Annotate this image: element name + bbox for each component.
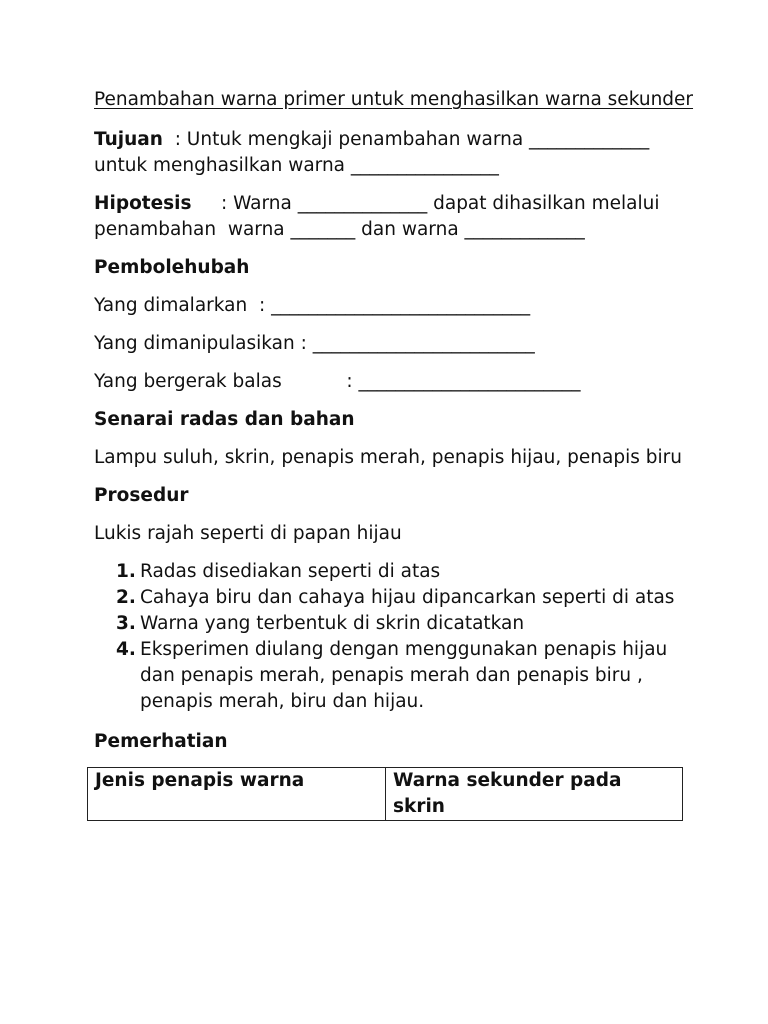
prosedur-intro: Lukis rajah seperti di papan hijau bbox=[94, 523, 402, 544]
hipotesis-label: Hipotesis bbox=[94, 193, 192, 214]
radas-text: Lampu suluh, skrin, penapis merah, penapis hijau, penapis biru bbox=[94, 447, 682, 468]
tujuan-paragraph bbox=[94, 127, 694, 179]
hipotesis-text: : Warna ______________ dapat dihasilkan melalui penambahan warna _______ dan warna _____________ bbox=[94, 193, 666, 240]
document-title bbox=[94, 87, 694, 113]
pembolehubah-heading: Pembolehubah bbox=[94, 257, 250, 278]
observation-table bbox=[87, 767, 683, 821]
procedure-step bbox=[94, 585, 694, 611]
table-header-row bbox=[88, 768, 683, 821]
variable-row-dimalarkan: Yang dimalarkan : ____________________________ bbox=[94, 295, 531, 316]
procedure-step bbox=[94, 559, 694, 585]
procedure-step bbox=[94, 637, 694, 715]
procedure-list bbox=[94, 559, 694, 715]
document-title-text: Penambahan warna primer untuk menghasilkan warna sekunder bbox=[94, 89, 694, 110]
step-text: Cahaya biru dan cahaya hijau dipancarkan seperti di atas bbox=[140, 587, 675, 608]
tujuan-label: Tujuan bbox=[94, 129, 163, 150]
step-text: Radas disediakan seperti di atas bbox=[140, 561, 441, 582]
step-number: 3. bbox=[116, 613, 136, 634]
column-header-penapis: Jenis penapis warna bbox=[88, 768, 386, 821]
step-text: Warna yang terbentuk di skrin dicatatkan bbox=[140, 613, 525, 634]
column-header-warna-sekunder: Warna sekunder pada skrin bbox=[386, 768, 683, 821]
radas-heading: Senarai radas dan bahan bbox=[94, 409, 355, 430]
step-text: Eksperimen diulang dengan menggunakan penapis hijau dan penapis merah, penapis merah dan penapis biru , penapis merah, biru dan hijau. bbox=[140, 639, 668, 712]
tujuan-text: : Untuk mengkaji penambahan warna _____________ untuk menghasilkan warna ________________ bbox=[94, 129, 656, 176]
variable-row-dimanipulasikan: Yang dimanipulasikan : ________________________ bbox=[94, 333, 535, 354]
variable-row-bergerak-balas: Yang bergerak balas : ________________________ bbox=[94, 371, 581, 392]
procedure-step bbox=[94, 611, 694, 637]
pemerhatian-heading: Pemerhatian bbox=[94, 731, 228, 752]
step-number: 1. bbox=[116, 561, 136, 582]
prosedur-heading: Prosedur bbox=[94, 485, 189, 506]
step-number: 2. bbox=[116, 587, 136, 608]
hipotesis-paragraph bbox=[94, 191, 694, 243]
document-page bbox=[94, 87, 694, 821]
step-number: 4. bbox=[116, 639, 136, 660]
